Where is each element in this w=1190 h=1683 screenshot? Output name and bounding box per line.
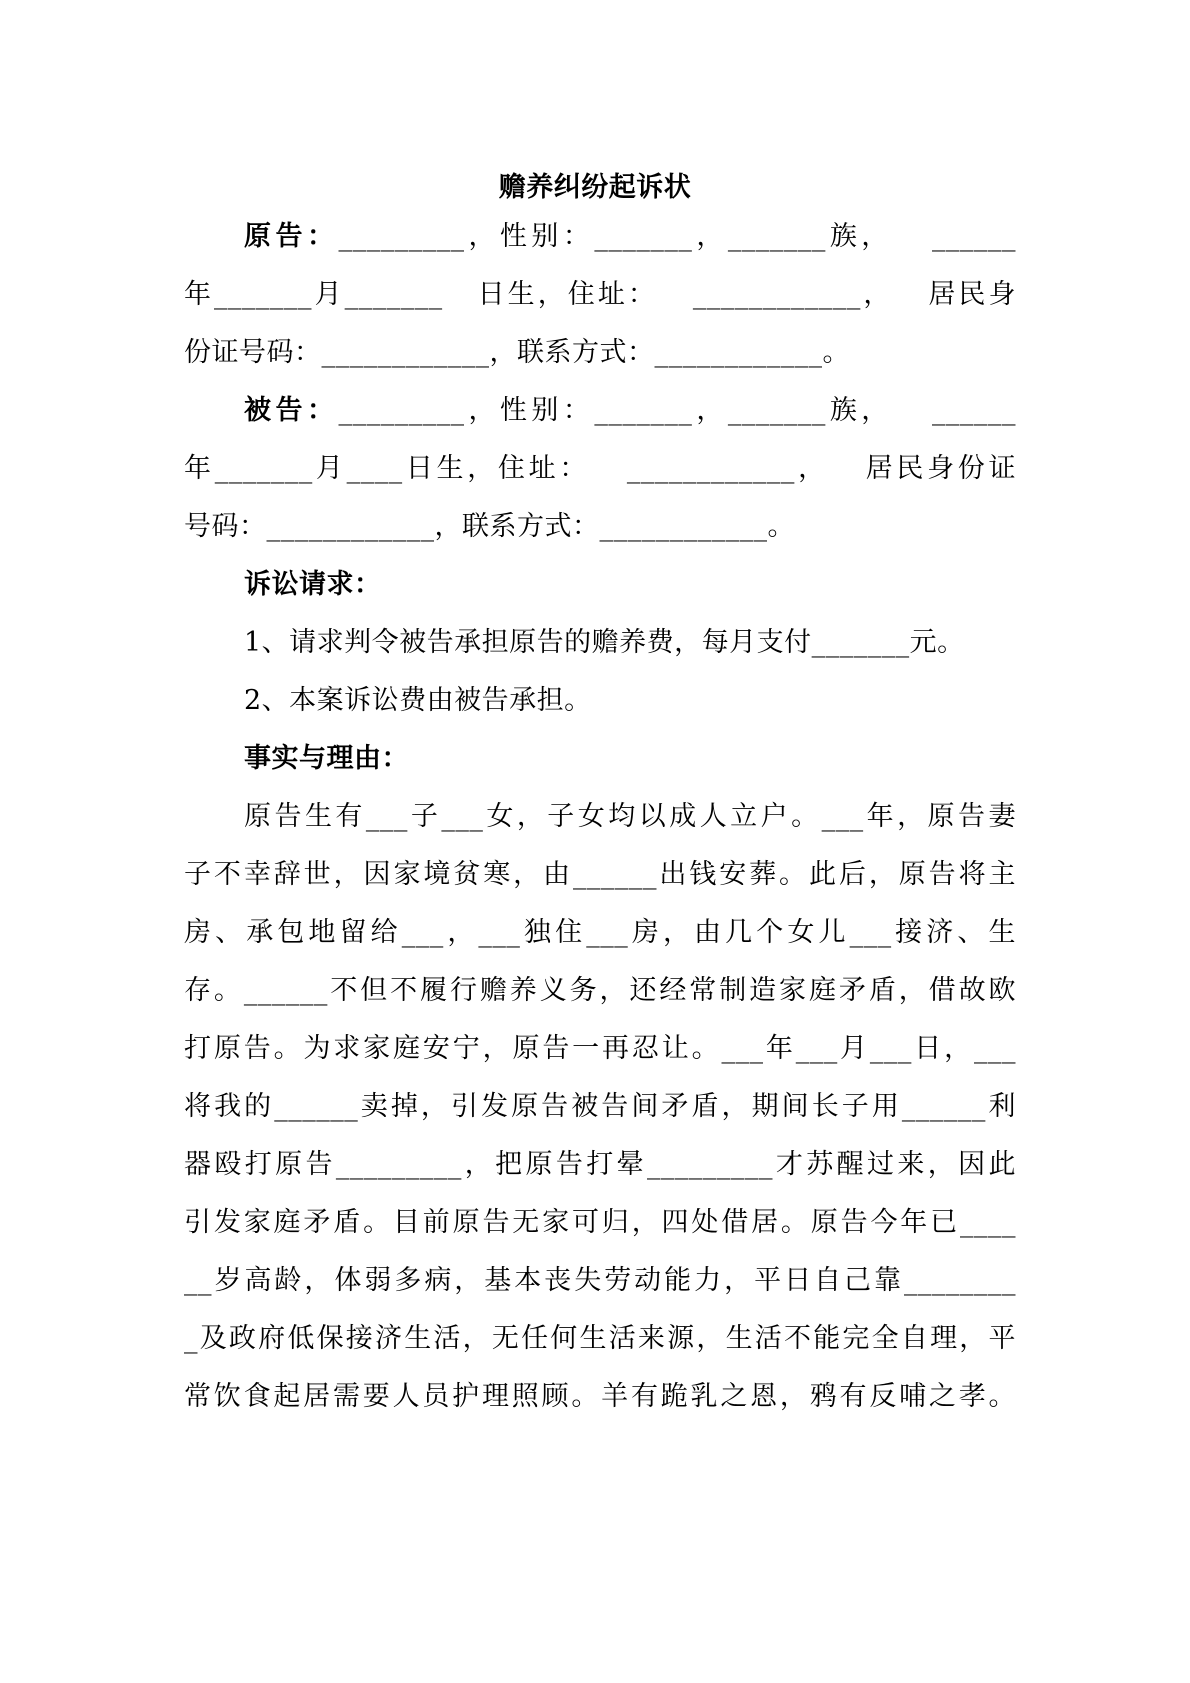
- claims-heading: 诉讼请求：: [244, 569, 382, 600]
- defendant-label: 被告：: [244, 395, 339, 426]
- claim-item-2: 2、本案诉讼费由被告承担。: [244, 685, 592, 716]
- document-title: 赡养纠纷起诉状: [498, 172, 692, 203]
- facts-line-1: 原告生有___子___女，子女均以成人立户。___年，原告妻: [244, 801, 1016, 832]
- plaintiff-label: 原告：: [244, 221, 339, 252]
- facts-line-9: __岁高龄，体弱多病，基本丧失劳动能力，平日自己靠________: [184, 1265, 1016, 1296]
- facts-line-6: 将我的______卖掉，引发原告被告间矛盾，期间长子用______利: [184, 1091, 1016, 1122]
- facts-line-2: 子不幸辞世，因家境贫寒，由______出钱安葬。此后，原告将主: [184, 859, 1016, 890]
- defendant-line-1: [184, 391, 1016, 431]
- facts-line-7: 器殴打原告_________，把原告打晕_________才苏醒过来，因此: [184, 1149, 1016, 1180]
- facts-line-11: 常饮食起居需要人员护理照顾。羊有跪乳之恩，鸦有反哺之孝。: [184, 1381, 1016, 1412]
- plaintiff-line-1: [184, 217, 1016, 257]
- facts-line-4: 存。______不但不履行赡养义务，还经常制造家庭矛盾，借故欧: [184, 975, 1016, 1006]
- claim-item-1: 1、请求判令被告承担原告的赡养费，每月支付_______元。: [244, 627, 965, 658]
- facts-line-5: 打原告。为求家庭安宁，原告一再忍让。___年___月___日，___: [184, 1033, 1016, 1064]
- plaintiff-line-3: 份证号码：____________，联系方式：____________。: [184, 337, 850, 368]
- defendant-line-1-text: _________，性别：_______，_______族， ______: [338, 395, 1016, 426]
- facts-line-3: 房、承包地留给___，___独住___房，由几个女儿___接济、生: [184, 917, 1016, 948]
- plaintiff-line-1-text: _________，性别：_______，_______族， ______: [338, 221, 1016, 252]
- facts-line-8: 引发家庭矛盾。目前原告无家可归，四处借居。原告今年已____: [184, 1207, 1016, 1238]
- defendant-line-2: 年_______月____日生，住址： ____________， 居民身份证: [184, 453, 1016, 484]
- plaintiff-line-2: 年_______月_______ 日生，住址： ____________， 居民身: [184, 279, 1016, 310]
- facts-line-10: _及政府低保接济生活，无任何生活来源，生活不能完全自理，平: [184, 1323, 1016, 1354]
- defendant-line-3: 号码：____________，联系方式：____________。: [184, 511, 795, 542]
- facts-heading: 事实与理由：: [244, 743, 409, 774]
